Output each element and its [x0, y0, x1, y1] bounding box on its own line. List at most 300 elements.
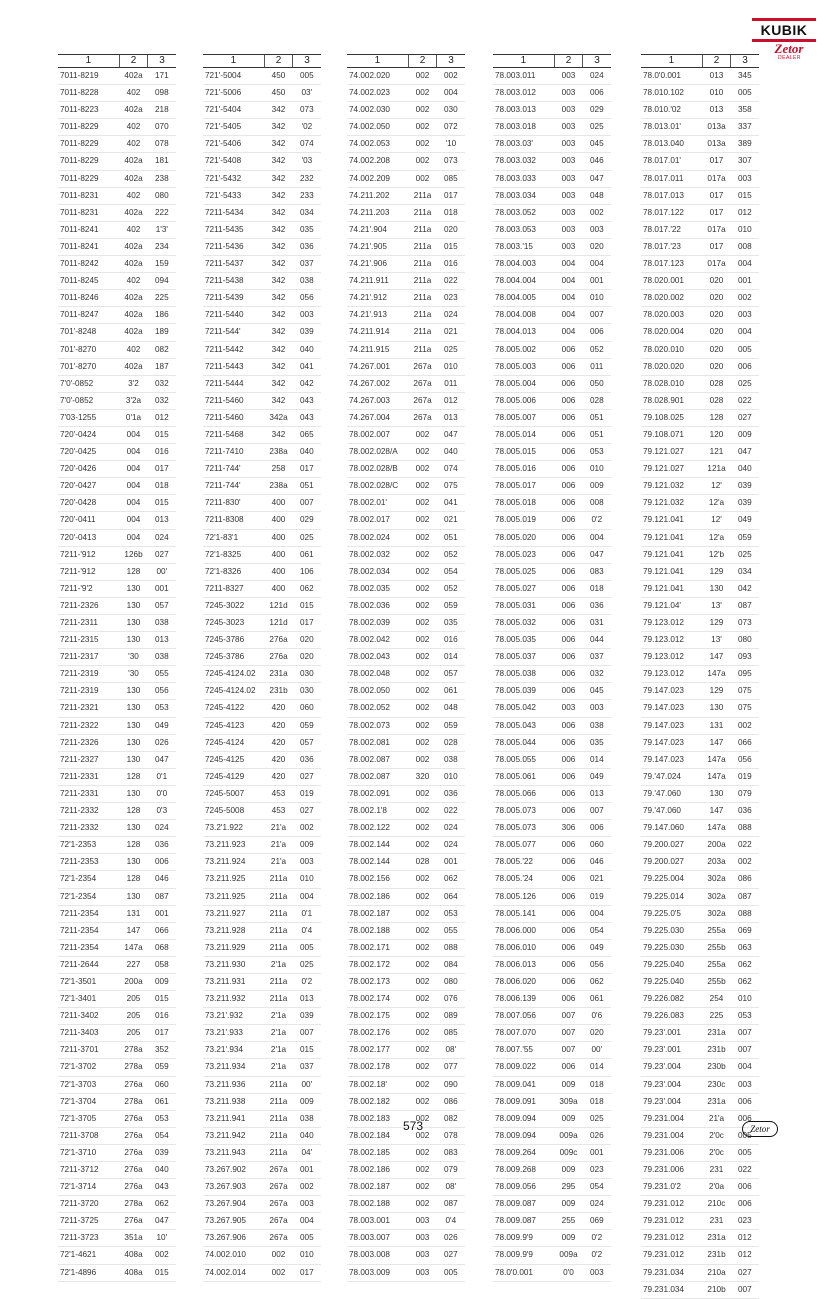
position-cell: 352	[148, 1042, 176, 1059]
part-number-cell: 7211-2315	[58, 632, 119, 649]
table-row	[347, 1144, 465, 1161]
table-row	[58, 649, 176, 666]
group-cell: 017a	[702, 256, 730, 273]
position-cell: 004	[583, 256, 611, 273]
part-number-cell: 78.002.177	[347, 1042, 408, 1059]
table-row	[58, 187, 176, 204]
part-number-cell: 721'-5406	[203, 136, 264, 153]
table-row	[347, 751, 465, 768]
table-row	[347, 939, 465, 956]
group-cell: 003	[554, 238, 582, 255]
position-cell: '02	[293, 119, 321, 136]
position-cell: 004	[293, 888, 321, 905]
position-cell: 009	[731, 426, 759, 443]
position-cell: 017	[437, 187, 465, 204]
table-row	[347, 854, 465, 871]
part-number-cell: 7211-5438	[203, 273, 264, 290]
part-number-cell: 7211-744'	[203, 461, 264, 478]
group-cell: 130	[119, 734, 147, 751]
group-cell: 002	[408, 495, 436, 512]
group-cell: 342	[264, 204, 292, 221]
position-cell: 003	[583, 700, 611, 717]
group-cell: 130	[119, 751, 147, 768]
position-cell: 057	[437, 666, 465, 683]
group-cell: 121	[702, 444, 730, 461]
position-cell: 029	[293, 512, 321, 529]
position-cell: 019	[293, 785, 321, 802]
table-row	[347, 512, 465, 529]
part-number-cell: 78.002.028/A	[347, 444, 408, 461]
part-number-cell: 74.21'.912	[347, 290, 408, 307]
group-cell: 231b	[702, 1042, 730, 1059]
table-row	[203, 1213, 321, 1230]
table-row	[58, 580, 176, 597]
table-row	[493, 803, 611, 820]
table-row	[347, 102, 465, 119]
table-row	[347, 273, 465, 290]
part-number-cell: 73.21'.933	[203, 1025, 264, 1042]
group-cell: 131	[702, 717, 730, 734]
part-number-cell: 78.020.002	[641, 290, 702, 307]
part-number-cell: 74.21'.906	[347, 256, 408, 273]
part-number-cell: 78.002.081	[347, 734, 408, 751]
position-cell: 013	[293, 991, 321, 1008]
position-cell: 005	[293, 939, 321, 956]
column-header: 3	[437, 55, 465, 68]
position-cell: 022	[437, 803, 465, 820]
part-number-cell: 74.002.010	[203, 1247, 264, 1264]
position-cell: 087	[731, 597, 759, 614]
group-cell: 006	[554, 751, 582, 768]
table-row	[493, 238, 611, 255]
group-cell: 147a	[702, 768, 730, 785]
part-number-cell: 78.007.056	[493, 1008, 554, 1025]
part-number-cell: 701'-8248	[58, 324, 119, 341]
table-row	[347, 1213, 465, 1230]
position-cell: 045	[583, 683, 611, 700]
group-cell: 210c	[702, 1196, 730, 1213]
table-row	[58, 888, 176, 905]
table-row	[58, 973, 176, 990]
position-cell: 038	[293, 273, 321, 290]
part-number-cell: 7211-2319	[58, 666, 119, 683]
position-cell: 053	[148, 1110, 176, 1127]
group-cell: 342	[264, 153, 292, 170]
part-number-cell: 73.2'1.922	[203, 820, 264, 837]
position-cell: 061	[437, 683, 465, 700]
group-cell: 006	[554, 803, 582, 820]
part-number-cell: 78.009.022	[493, 1059, 554, 1076]
position-cell: 159	[148, 256, 176, 273]
table-row	[493, 871, 611, 888]
group-cell: 002	[408, 1059, 436, 1076]
group-cell: 211a	[264, 888, 292, 905]
part-number-cell: 78.009.9'9	[493, 1230, 554, 1247]
position-cell: 001	[148, 905, 176, 922]
group-cell: 130	[119, 888, 147, 905]
part-number-cell: 79.23'.004	[641, 1059, 702, 1076]
table-row	[58, 1213, 176, 1230]
table-row	[203, 170, 321, 187]
table-row	[641, 563, 759, 580]
position-cell: 062	[583, 973, 611, 990]
table-row	[641, 854, 759, 871]
part-number-cell: 74.002.050	[347, 119, 408, 136]
position-cell: 034	[293, 204, 321, 221]
position-cell: 030	[293, 683, 321, 700]
table-row	[203, 922, 321, 939]
group-cell: 004	[119, 478, 147, 495]
group-cell: 002	[408, 597, 436, 614]
position-cell: 056	[731, 751, 759, 768]
part-number-cell: 7211-3708	[58, 1127, 119, 1144]
position-cell: 062	[437, 871, 465, 888]
position-cell: 018	[583, 580, 611, 597]
group-cell: 2'0a	[702, 1179, 730, 1196]
column-header: 1	[58, 55, 119, 68]
part-number-cell: 78.005.141	[493, 905, 554, 922]
part-number-cell: 78.002.184	[347, 1127, 408, 1144]
group-cell: 21'a	[264, 820, 292, 837]
table-row	[347, 649, 465, 666]
table-row	[641, 102, 759, 119]
position-cell: 042	[293, 375, 321, 392]
group-cell: 002	[408, 1025, 436, 1042]
part-number-cell: 79.121.041	[641, 546, 702, 563]
group-cell: 006	[554, 375, 582, 392]
position-cell: 051	[583, 409, 611, 426]
position-cell: 036	[731, 803, 759, 820]
table-row	[641, 461, 759, 478]
group-cell: 004	[554, 290, 582, 307]
table-row	[58, 820, 176, 837]
table-row	[203, 290, 321, 307]
part-number-cell: 78.017.122	[641, 204, 702, 221]
position-cell: 049	[148, 717, 176, 734]
position-cell: 007	[583, 803, 611, 820]
part-number-cell: 7211-2319	[58, 683, 119, 700]
position-cell: 065	[293, 426, 321, 443]
position-cell: 004	[731, 256, 759, 273]
part-number-cell: 7245-3786	[203, 649, 264, 666]
part-number-cell: 78.003.008	[347, 1247, 408, 1264]
group-cell: 320	[408, 768, 436, 785]
group-cell: 128	[119, 768, 147, 785]
part-number-cell: 78.005.042	[493, 700, 554, 717]
table-row	[58, 905, 176, 922]
group-cell: 003	[408, 1230, 436, 1247]
position-cell: 059	[437, 717, 465, 734]
group-cell: 130	[119, 820, 147, 837]
table-row	[58, 221, 176, 238]
table-row	[641, 597, 759, 614]
position-cell: 083	[437, 1144, 465, 1161]
table-row	[203, 1025, 321, 1042]
group-cell: 128	[119, 871, 147, 888]
part-number-cell: 78.004.013	[493, 324, 554, 341]
group-cell: 002	[408, 1162, 436, 1179]
part-number-cell: 74.002.030	[347, 102, 408, 119]
group-cell: 003	[554, 204, 582, 221]
position-cell: 001	[583, 1144, 611, 1161]
part-number-cell: 78.002.174	[347, 991, 408, 1008]
table-row	[493, 444, 611, 461]
part-number-cell: 78.002.178	[347, 1059, 408, 1076]
table-row	[347, 683, 465, 700]
position-cell: 015	[293, 597, 321, 614]
group-cell: 402a	[119, 238, 147, 255]
group-cell: 342	[264, 358, 292, 375]
table-row	[58, 803, 176, 820]
position-cell: 037	[583, 649, 611, 666]
table-row	[493, 785, 611, 802]
table-row	[58, 119, 176, 136]
position-cell: 007	[293, 1025, 321, 1042]
table-header-row	[58, 55, 176, 68]
table-row	[641, 717, 759, 734]
part-number-cell: 78.005.006	[493, 392, 554, 409]
group-cell: 147a	[119, 939, 147, 956]
table-header-row	[347, 55, 465, 68]
table-row	[58, 1042, 176, 1059]
group-cell: 342	[264, 238, 292, 255]
logo-dealer-text: DEALER	[778, 55, 802, 61]
column-header: 1	[347, 55, 408, 68]
part-number-cell: 7211-5442	[203, 341, 264, 358]
page-number: 573	[402, 1119, 424, 1133]
position-cell: 025	[583, 119, 611, 136]
position-cell: 037	[293, 1059, 321, 1076]
position-cell: 038	[583, 717, 611, 734]
position-cell: 010	[731, 991, 759, 1008]
part-number-cell: 78.003.'15	[493, 238, 554, 255]
part-number-cell: 79.225.030	[641, 922, 702, 939]
position-cell: 047	[731, 444, 759, 461]
column-header: 2	[702, 55, 730, 68]
part-number-cell: 78.009.094	[493, 1110, 554, 1127]
group-cell: 211a	[408, 187, 436, 204]
position-cell: 020	[437, 221, 465, 238]
part-number-cell: 78.005.019	[493, 512, 554, 529]
part-number-cell: 7211-5436	[203, 238, 264, 255]
position-cell: 004	[731, 1059, 759, 1076]
part-number-cell: 720'-0413	[58, 529, 119, 546]
part-number-cell: 79.231.006	[641, 1144, 702, 1161]
table-row	[347, 221, 465, 238]
position-cell: 066	[148, 922, 176, 939]
part-number-cell: 79.225.014	[641, 888, 702, 905]
group-cell: 130	[119, 854, 147, 871]
group-cell: 002	[408, 1196, 436, 1213]
part-number-cell: 7211-2331	[58, 768, 119, 785]
part-number-cell: 78.006.010	[493, 939, 554, 956]
table-row	[641, 700, 759, 717]
group-cell: 342	[264, 341, 292, 358]
part-number-cell: 721'-5404	[203, 102, 264, 119]
table-row	[641, 324, 759, 341]
position-cell: 052	[583, 341, 611, 358]
table-row	[641, 290, 759, 307]
group-cell: 017a	[702, 221, 730, 238]
table-row	[203, 939, 321, 956]
position-cell: 083	[583, 563, 611, 580]
table-row	[493, 580, 611, 597]
table-row	[347, 563, 465, 580]
group-cell: 002	[408, 615, 436, 632]
group-cell: 013	[702, 102, 730, 119]
group-cell: 21'a	[702, 1110, 730, 1127]
table-row	[347, 922, 465, 939]
group-cell: 006	[554, 426, 582, 443]
group-cell: 402	[119, 119, 147, 136]
position-cell: 014	[437, 649, 465, 666]
position-cell: 007	[583, 307, 611, 324]
table-row	[347, 324, 465, 341]
table-row	[203, 461, 321, 478]
group-cell: 003	[554, 187, 582, 204]
position-cell: 003	[293, 1196, 321, 1213]
table-row	[58, 991, 176, 1008]
parts-table-block-5	[641, 54, 759, 1294]
part-number-cell: 78.002.173	[347, 973, 408, 990]
group-cell: 006	[554, 717, 582, 734]
table-row	[203, 768, 321, 785]
position-cell: 035	[437, 615, 465, 632]
table-row	[58, 1230, 176, 1247]
table-row	[641, 478, 759, 495]
part-number-cell: 7245-5008	[203, 803, 264, 820]
position-cell: 080	[437, 973, 465, 990]
position-cell: 232	[293, 170, 321, 187]
table-row	[203, 597, 321, 614]
part-number-cell: 78.0'0.001	[641, 68, 702, 85]
part-number-cell: 79.123.012	[641, 615, 702, 632]
part-number-cell: 7211-2354	[58, 922, 119, 939]
part-number-cell: 78.002.175	[347, 1008, 408, 1025]
part-number-cell: 73.211.934	[203, 1059, 264, 1076]
position-cell: 051	[437, 529, 465, 546]
position-cell: 045	[583, 136, 611, 153]
table-row	[641, 1144, 759, 1161]
table-row	[641, 1213, 759, 1230]
part-number-cell: 73.21'.934	[203, 1042, 264, 1059]
group-cell: 211a	[264, 1127, 292, 1144]
part-number-cell: 7245-5007	[203, 785, 264, 802]
part-number-cell: 7211-8327	[203, 580, 264, 597]
group-cell: 238a	[264, 478, 292, 495]
group-cell: 211a	[408, 324, 436, 341]
group-cell: 002	[408, 102, 436, 119]
group-cell: 002	[408, 68, 436, 85]
group-cell: 306	[554, 820, 582, 837]
table-row	[347, 461, 465, 478]
position-cell: 032	[583, 666, 611, 683]
group-cell: 003	[554, 102, 582, 119]
part-number-cell: 78.005.017	[493, 478, 554, 495]
part-number-cell: 78.017.123	[641, 256, 702, 273]
table-row	[58, 597, 176, 614]
table-row	[203, 734, 321, 751]
position-cell: 061	[148, 1093, 176, 1110]
table-row	[641, 1008, 759, 1025]
group-cell: 342	[264, 119, 292, 136]
group-cell: 147	[119, 922, 147, 939]
table-row	[641, 820, 759, 837]
part-number-cell: 78.020.020	[641, 358, 702, 375]
part-number-cell: 7211-5435	[203, 221, 264, 238]
part-number-cell: 74.211.203	[347, 204, 408, 221]
group-cell: 342	[264, 221, 292, 238]
group-cell: 402	[119, 221, 147, 238]
table-row	[641, 683, 759, 700]
position-cell: 087	[148, 888, 176, 905]
part-number-cell: 7211-2322	[58, 717, 119, 734]
group-cell: 003	[554, 221, 582, 238]
part-number-cell: 74.267.004	[347, 409, 408, 426]
table-row	[641, 119, 759, 136]
position-cell: 084	[437, 956, 465, 973]
parts-table	[347, 54, 465, 1282]
group-cell: 342	[264, 426, 292, 443]
table-row	[347, 1008, 465, 1025]
part-number-cell: 78.003.053	[493, 221, 554, 238]
group-cell: 006	[554, 632, 582, 649]
table-row	[203, 495, 321, 512]
position-cell: 358	[731, 102, 759, 119]
group-cell: 130	[119, 683, 147, 700]
part-number-cell: 79.121.04'	[641, 597, 702, 614]
group-cell: 129	[702, 615, 730, 632]
table-row	[58, 290, 176, 307]
part-number-cell: 7011-8229	[58, 119, 119, 136]
part-number-cell: 78.002.1'8	[347, 803, 408, 820]
table-row	[493, 1179, 611, 1196]
group-cell: 003	[554, 136, 582, 153]
position-cell: 233	[293, 187, 321, 204]
part-number-cell: 7211-3723	[58, 1230, 119, 1247]
position-cell: 014	[583, 751, 611, 768]
position-cell: 006	[583, 85, 611, 102]
part-number-cell: 74.267.003	[347, 392, 408, 409]
group-cell: 002	[408, 444, 436, 461]
zetor-footer-logo: Zetor	[742, 1121, 778, 1137]
table-row	[493, 546, 611, 563]
position-cell: 181	[148, 153, 176, 170]
part-number-cell: 78.009.264	[493, 1144, 554, 1161]
table-row	[203, 341, 321, 358]
group-cell: 21'a	[264, 837, 292, 854]
table-row	[493, 922, 611, 939]
part-number-cell: 79.'47.024	[641, 768, 702, 785]
group-cell: 211a	[408, 238, 436, 255]
table-row	[203, 1179, 321, 1196]
table-row	[493, 1059, 611, 1076]
position-cell: 015	[731, 187, 759, 204]
part-number-cell: 78.002.01'	[347, 495, 408, 512]
position-cell: 015	[293, 1042, 321, 1059]
table-row	[493, 426, 611, 443]
table-row	[203, 820, 321, 837]
position-cell: 023	[583, 1162, 611, 1179]
group-cell: 342	[264, 170, 292, 187]
table-row	[641, 444, 759, 461]
table-row	[58, 922, 176, 939]
table-row	[641, 153, 759, 170]
table-row	[203, 529, 321, 546]
table-row	[493, 256, 611, 273]
group-cell: 006	[554, 888, 582, 905]
position-cell: 024	[437, 820, 465, 837]
